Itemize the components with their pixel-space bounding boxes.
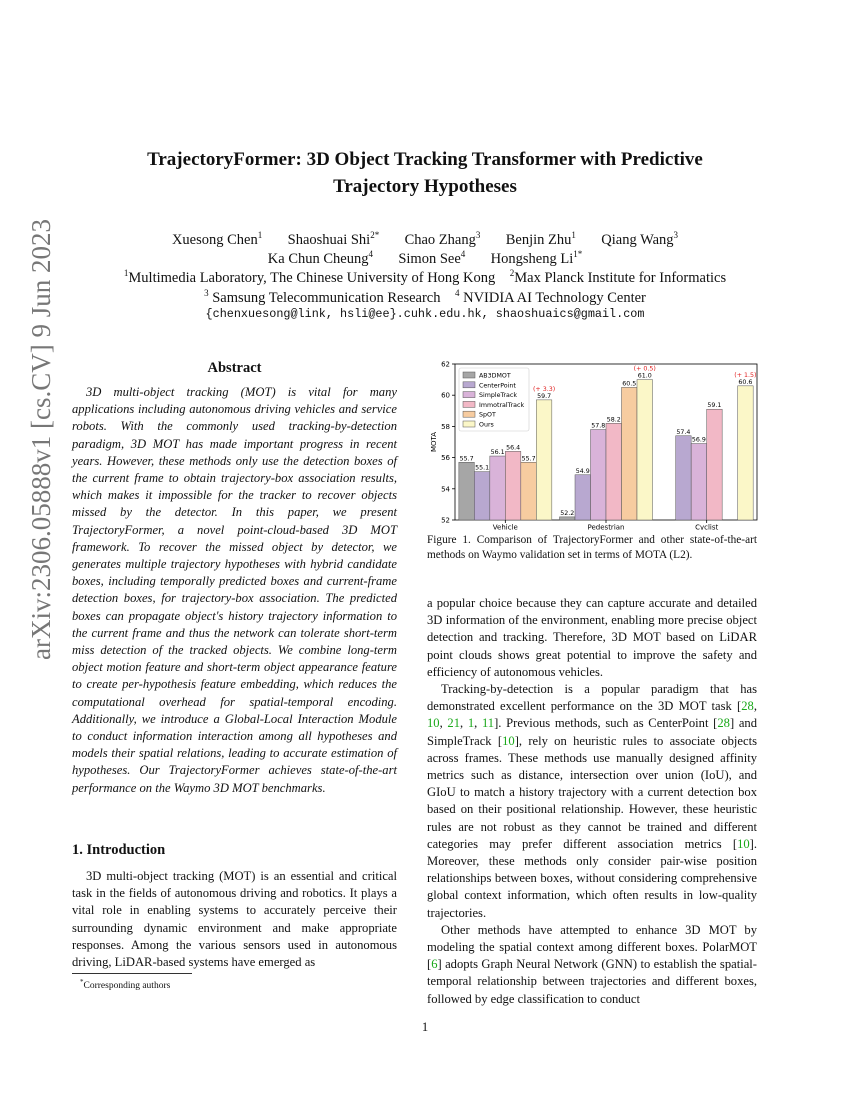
right-paragraph-1: a popular choice because they can capture accurate and detailed 3D information of the environment, enabling more precise object detection and tracking. Therefore, 3D MOT based on LiDAR point clouds shows great potential to improve the safety and efficiency of autonomous vehicles.	[427, 596, 757, 679]
citation-link[interactable]: 28	[741, 699, 754, 714]
legend-entry: Ours	[479, 421, 494, 429]
legend-entry: CenterPoint	[479, 382, 516, 390]
introduction-body	[72, 868, 397, 971]
bar	[606, 423, 622, 520]
x-tick-label: Cyclist	[695, 523, 719, 530]
bar-value-label: 57.4	[676, 428, 691, 436]
x-tick-label: Vehicle	[492, 523, 518, 530]
footnote-rule	[72, 973, 192, 974]
author: Simon See$^4$	[398, 249, 466, 267]
y-tick-label: 54	[441, 485, 450, 494]
legend-swatch	[463, 382, 475, 388]
author: Qiang Wang$^3$	[601, 230, 679, 248]
bar	[505, 451, 520, 520]
legend-entry: SimpleTrack	[479, 392, 517, 400]
legend-swatch	[463, 392, 475, 398]
bar	[560, 517, 576, 520]
bar	[637, 380, 653, 520]
right-paragraph-2: Tracking-by-detection is a popular paradigm that has demonstrated excellent performance on the 3D MOT task [28, 10, 21, 1, 11]. Previous methods, such as CenterPoint [28] and SimpleTrack [10], rely on heuristic rules to associate objects across frames. These methods use manually designed affinity metrics such as distance, intersection over union (IoU), and GIoU to match a history trajectory with a current detection box based on their positional relationship. However, these heuristic rules are not robust as they cannot be trained and different categories may prefer different association metrics [10]. Moreover, these methods only consider pair-wise position relationships between boxes, without considering comprehensive global context information, which often results in low-quality trajectories.	[427, 682, 758, 920]
bar-value-label: 52.2	[560, 509, 575, 517]
legend-swatch	[463, 411, 475, 417]
introduction-heading: 1. Introduction	[72, 842, 166, 858]
citation-link[interactable]: 10	[502, 733, 515, 748]
right-paragraph-3: Other methods have attempted to enhance 3D MOT by modeling the spatial context among different boxes. PolarMOT [6] adopts Graph Neural Network (GNN) to establish the spatial-temporal relationship between trajectories and different boxes, followed by edge classification to conduct	[427, 922, 757, 1006]
bar-value-label: 59.7	[537, 392, 552, 400]
mota-bar-chart	[425, 358, 760, 530]
bar	[536, 400, 552, 520]
bar	[521, 462, 537, 520]
bar-value-label: 56.9	[691, 436, 706, 444]
legend-entry: AB3DMOT	[479, 372, 511, 380]
abstract-paragraph: 3D multi-object tracking (MOT) is vital for many applications including autonomous driving vehicles and service robots. With the commonly used tracking-by-detection paradigm, 3D MOT has made important progress in recent years. However, these methods only use the detection boxes of the current frame to obtain trajectory-box association results, which makes it impossible for the tracker to recover objects missed by the detector. In this paper, we present TrajectoryFormer, a novel point-cloud-based 3D MOT framework. To recover the missed object by detector, we generates multiple trajectory hypotheses with hybrid candidate boxes, including temporally predicted boxes and current-frame detection boxes, for trajectory-box association. The predicted boxes can propagate object's history trajectory information to the current frame and thus the network can tolerate short-term miss detection of the tracked objects. We combine long-term object motion feature and short-term object appearance feature to create per-hypothesis feature embedding, which reduces the computational overhead for spatial-temporal encoding. Additionally, we introduce a Global-Local Interaction Module to conduct information interaction among all hypotheses and models their spatial relations, leading to accurate estimation of hypotheses. Our TrajectoryFormer achieves state-of-the-art performance on the Waymo 3D MOT benchmarks.	[72, 385, 397, 795]
y-tick-label: 52	[441, 516, 450, 525]
bar-value-label: 60.6	[738, 378, 753, 386]
title-line-1: TrajectoryFormer: 3D Object Tracking Transformer with Predictive	[147, 149, 703, 170]
bar-value-label: 57.8	[591, 422, 606, 430]
improvement-annotation: (+ 3.3)	[532, 385, 556, 393]
y-tick-label: 58	[441, 422, 450, 431]
bar	[707, 409, 723, 520]
bar-value-label: 60.5	[622, 380, 637, 388]
legend-swatch	[463, 372, 475, 378]
bar-value-label: 58.2	[606, 416, 621, 424]
affiliation-line-1: $^1$Multimedia Laboratory, The Chinese University of Hong Kong $^2$Max Planck Institute for Informatics	[123, 268, 727, 286]
author: Benjin Zhu$^1$	[505, 230, 576, 248]
author: Hongsheng $Li^{1*}$	[490, 249, 583, 267]
bar-value-label: 61.0	[637, 372, 652, 380]
bar	[622, 387, 638, 520]
author: Ka Chun Cheung$^4$	[267, 249, 373, 267]
citation-link[interactable]: 11	[481, 716, 495, 731]
citation-link[interactable]: 1	[467, 716, 475, 731]
author: Chao Zhang$^3$	[404, 230, 481, 248]
bar-value-label: 55.7	[521, 455, 536, 463]
abstract-heading: Abstract	[207, 360, 262, 376]
bar	[474, 472, 489, 520]
bar	[691, 444, 707, 520]
y-axis-label: MOTA	[430, 431, 438, 453]
title-line-2: Trajectory Hypotheses	[333, 176, 517, 197]
bar-value-label: 55.7	[459, 455, 474, 463]
citation-link[interactable]: 28	[717, 716, 730, 731]
right-column-body	[427, 595, 757, 1008]
x-tick-label: Pedestrian	[587, 523, 625, 530]
citation-link[interactable]: 21	[447, 716, 461, 731]
bar	[459, 462, 475, 520]
bar	[676, 436, 692, 520]
author: Xuesong Chen$^1$	[171, 230, 263, 248]
y-tick-label: 60	[441, 391, 450, 400]
improvement-annotation: (+ 0.5)	[633, 365, 656, 373]
improvement-annotation: (+ 1.5)	[734, 371, 757, 379]
bar-value-label: 56.1	[490, 449, 505, 457]
footnote: *Corresponding authors	[80, 978, 171, 992]
bar-value-label: 54.9	[575, 467, 590, 475]
legend-swatch	[463, 401, 475, 407]
bar	[591, 430, 607, 520]
bar-value-label: 55.1	[475, 464, 490, 472]
citation-link[interactable]: 10	[737, 836, 750, 851]
legend-entry: ImmotralTrack	[479, 401, 525, 409]
y-tick-label: 56	[441, 454, 450, 463]
arxiv-identifier: arXiv:2306.05888v1 [cs.CV] 9 Jun 2023	[26, 219, 56, 660]
bar	[575, 475, 591, 520]
bar	[490, 456, 506, 520]
legend-entry: SpOT	[479, 411, 496, 419]
bar-value-label: 56.4	[506, 444, 521, 452]
author: Shaoshuai Shi$^{2*}$	[287, 230, 380, 248]
author-emails[interactable]: {chenxuesong@link, hsli@ee}.cuhk.edu.hk, shaoshuaics@gmail.com	[205, 307, 645, 321]
figure-caption: Figure 1. Comparison of TrajectoryFormer and other state-of-the-art methods on Waymo validation set in terms of MOTA (L2).	[427, 534, 757, 561]
affiliation-line-2: $^3$ Samsung Telecommunication Research $^4$ NVIDIA AI Technology Center	[204, 288, 646, 306]
legend-swatch	[463, 421, 475, 427]
intro-paragraph: 3D multi-object tracking (MOT) is an essential and critical task in the fields of autonomous driving and robotics. It plays a vital role in enabling systems to accurately perceive their surrounding dynamic environment and make appropriate responses. Among the various sensors used in autonomous driving, LiDAR-based systems have emerged as	[72, 869, 397, 970]
y-tick-label: 62	[441, 360, 450, 369]
bar-value-label: 59.1	[707, 402, 722, 410]
page-number: 1	[421, 1020, 429, 1034]
citation-link[interactable]: 10	[427, 716, 440, 731]
paper-title	[60, 146, 790, 200]
bar	[738, 386, 754, 520]
abstract-body	[72, 384, 397, 797]
citation-link[interactable]: 6	[431, 957, 438, 972]
